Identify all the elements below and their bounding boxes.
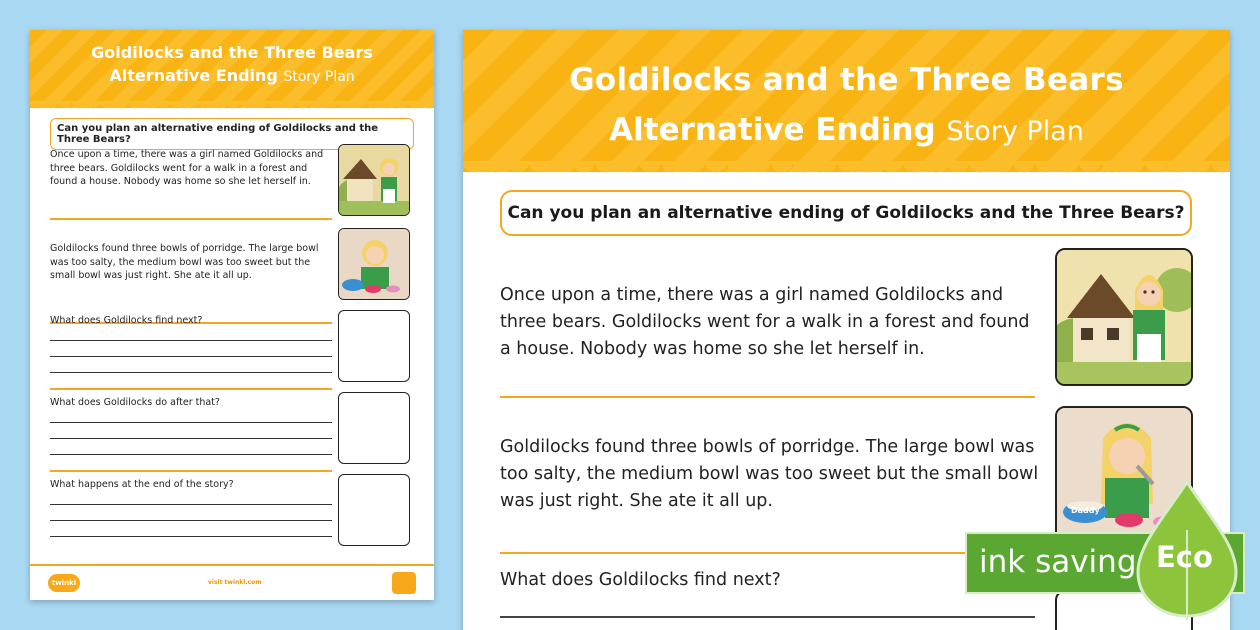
main-divider-2 <box>500 552 1035 554</box>
thumbnail-section-2 <box>50 242 410 283</box>
main-paragraph-1: Once upon a time, there was a girl named Goldilocks and three bears. Goldilocks went for a walk in a forest and found a house. Nobody was home so she let herself in. <box>500 285 1030 359</box>
thumbnail-writing-line <box>50 536 332 537</box>
eco-text: Eco <box>1156 540 1213 574</box>
thumbnail-prompt-3: What happens at the end of the story? <box>50 479 234 490</box>
ink-saving-text: ink saving <box>979 544 1137 580</box>
thumbnail-title-plan: Story Plan <box>283 69 355 85</box>
thumbnail-prompt-2: What does Goldilocks do after that? <box>50 397 220 408</box>
thumbnail-paragraph-1: Once upon a time, there was a girl named Goldilocks and three bears. Goldilocks went for a walk in a forest and found a house. Nobody was home so she let herself in. <box>50 149 324 187</box>
twinkl-badge-icon <box>392 572 416 594</box>
thumbnail-divider-3 <box>50 388 332 390</box>
thumbnail-writing-line <box>50 422 332 423</box>
main-title-plan: Story Plan <box>946 116 1084 147</box>
thumbnail-page <box>30 30 434 600</box>
thumbnail-writing-line <box>50 504 332 505</box>
main-title-line1: Goldilocks and the Three Bears <box>569 62 1124 98</box>
main-title-line2 <box>463 102 1230 160</box>
thumbnail-section-3 <box>50 314 410 328</box>
bowl-label: Daddy <box>1071 506 1100 515</box>
thumbnail-question: Can you plan an alternative ending of Goldilocks and the Three Bears? <box>50 118 414 150</box>
thumbnail-title-alt: Alternative Ending <box>109 66 278 85</box>
thumbnail-header <box>30 30 434 108</box>
twinkl-logo: twinkl <box>48 574 80 592</box>
main-prompt-1: What does Goldilocks find next? <box>500 570 781 590</box>
thumbnail-writing-line <box>50 356 332 357</box>
thumbnail-footer <box>30 564 434 600</box>
thumbnail-porridge-illustration <box>338 228 410 300</box>
thumbnail-writing-line <box>50 454 332 455</box>
thumbnail-writing-line <box>50 372 332 373</box>
thumbnail-section-4 <box>50 396 410 410</box>
thumbnail-drawing-box-3 <box>338 474 410 546</box>
thumbnail-title-line2 <box>30 64 434 89</box>
thumbnail-writing-line <box>50 520 332 521</box>
main-writing-line <box>500 616 1035 618</box>
main-title-alt: Alternative Ending <box>609 112 936 148</box>
main-header <box>463 30 1230 172</box>
main-divider-1 <box>500 396 1035 398</box>
thumbnail-prompt-1: What does Goldilocks find next? <box>50 315 203 326</box>
thumbnail-drawing-box-1 <box>338 310 410 382</box>
thumbnail-divider-4 <box>50 470 332 472</box>
thumbnail-section-5 <box>50 478 410 492</box>
thumbnail-writing-line <box>50 340 332 341</box>
thumbnail-house-illustration <box>338 144 410 216</box>
main-paragraph-2: Goldilocks found three bowls of porridge. The large bowl was too salty, the medium bowl was too sweet but the small bowl was just right. She ate it all up. <box>500 437 1039 511</box>
thumbnail-title-line1: Goldilocks and the Three Bears <box>91 43 373 62</box>
thumbnail-drawing-box-2 <box>338 392 410 464</box>
thumbnail-paragraph-2: Goldilocks found three bowls of porridge. The large bowl was too salty, the medium bowl was too sweet but the small bowl was just right. She ate it all up. <box>50 243 319 281</box>
main-house-illustration <box>1055 248 1193 386</box>
main-question: Can you plan an alternative ending of Goldilocks and the Three Bears? <box>500 190 1192 236</box>
thumbnail-writing-line <box>50 438 332 439</box>
thumbnail-divider-1 <box>50 218 332 220</box>
twinkl-url: visit twinkl.com <box>208 579 262 586</box>
thumbnail-section-1 <box>50 148 410 189</box>
